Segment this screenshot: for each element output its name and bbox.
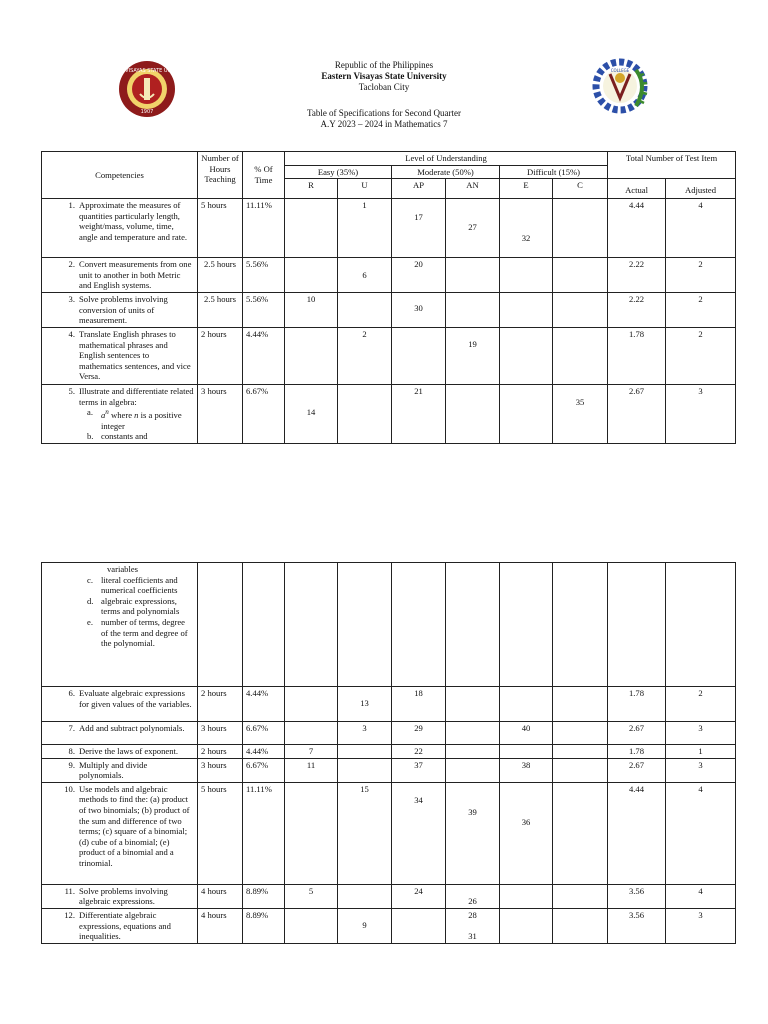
- header-u: U: [338, 179, 392, 199]
- header-actual: Actual: [608, 179, 666, 199]
- u-cell: 2: [338, 327, 392, 384]
- sub-item: a. $a^n$ where n is a positive integer: [87, 407, 182, 431]
- c-cell: 35: [553, 384, 608, 443]
- table-row: [42, 258, 736, 293]
- percent-cell: 11.11%: [243, 782, 285, 884]
- adjusted-cell: 2: [666, 258, 736, 293]
- row-number: 7.: [68, 723, 75, 733]
- sub-item: e. number of terms, degree of the term and degree of the polynomial.: [87, 616, 188, 649]
- row-number: 9.: [68, 759, 75, 770]
- header-percent-time: % Of Time: [243, 152, 285, 199]
- e-cell: 38: [500, 758, 553, 782]
- percent-cell: 5.56%: [243, 258, 285, 293]
- header-adjusted: Adjusted: [666, 179, 736, 199]
- u-cell: 3: [338, 722, 392, 745]
- header-hours: Number of Hours Teaching: [198, 152, 243, 199]
- left-logo-text: EASTERN VISAYAS STATE UNIVERSITY: [100, 68, 194, 74]
- r-cell: 5: [285, 884, 338, 908]
- an-cell: 27: [446, 199, 500, 258]
- ap-cell: 18: [392, 687, 446, 722]
- percent-cell: 8.89%: [243, 884, 285, 908]
- table-row: [42, 384, 736, 443]
- ap-cell: 17: [392, 199, 446, 258]
- table-row: [42, 687, 736, 722]
- hours-cell: 5 hours: [198, 782, 243, 884]
- r-cell: 7: [285, 745, 338, 759]
- header-level-of-understanding: Level of Understanding: [285, 152, 608, 166]
- ap-cell: 20: [392, 258, 446, 293]
- actual-cell: 2.67: [608, 384, 666, 443]
- math-base: a: [101, 410, 106, 421]
- doc-title: Table of Specifications for Second Quarter: [306, 108, 462, 118]
- ap-cell: 21: [392, 384, 446, 443]
- actual-cell: 1.78: [608, 327, 666, 384]
- ap-cell: 30: [392, 293, 446, 328]
- r-cell: 14: [285, 384, 338, 443]
- header-university: Eastern Visayas State University: [321, 71, 447, 81]
- header-total-items: Total Number of Test Item: [608, 152, 736, 179]
- e-cell: 36: [500, 782, 553, 884]
- actual-cell: 2.22: [608, 293, 666, 328]
- table-row: [42, 293, 736, 328]
- competency-text: Differentiate algebraic expressions, equations and inequalities.: [79, 909, 171, 942]
- header-moderate: Moderate (50%): [392, 165, 500, 179]
- percent-cell: 4.44%: [243, 687, 285, 722]
- e-cell: 32: [500, 199, 553, 258]
- header-city: Tacloban City: [358, 82, 410, 92]
- table-row: [42, 199, 736, 258]
- competency-text: Solve problems involving conversion of units of measurement.: [79, 294, 168, 326]
- competency-text: Solve problems involving algebraic expressions.: [79, 885, 168, 907]
- table-row: [42, 908, 736, 943]
- adjusted-cell: 3: [666, 722, 736, 745]
- hours-cell: 2 hours: [198, 687, 243, 722]
- percent-cell: 6.67%: [243, 758, 285, 782]
- specification-table-part1: [41, 151, 736, 444]
- sub-item: d. algebraic expressions, terms and polynomials: [87, 595, 180, 617]
- actual-cell: 2.67: [608, 758, 666, 782]
- u-cell: 15: [338, 782, 392, 884]
- hours-cell: 3 hours: [198, 384, 243, 443]
- ap-cell: 34: [392, 782, 446, 884]
- u-cell: 13: [338, 687, 392, 722]
- row-number: 12.: [64, 909, 75, 920]
- actual-cell: 3.56: [608, 908, 666, 943]
- competency-text: Add and subtract polynomials.: [79, 723, 185, 733]
- header-competencies: Competencies: [42, 152, 198, 199]
- an-cell: 26: [446, 884, 500, 908]
- competency-text: Derive the laws of exponent.: [79, 746, 179, 756]
- competency-text: Multiply and divide polynomials.: [79, 759, 148, 781]
- adjusted-cell: 4: [666, 884, 736, 908]
- header-republic: Republic of the Philippines: [334, 60, 434, 70]
- row-number: 2.: [68, 259, 75, 270]
- competency-text: Evaluate algebraic expressions for given values of the variables.: [79, 688, 192, 709]
- percent-cell: 6.67%: [243, 722, 285, 745]
- adjusted-cell: 1: [666, 745, 736, 759]
- table-row: [42, 884, 736, 908]
- table-row: [42, 758, 736, 782]
- adjusted-cell: 2: [666, 687, 736, 722]
- table-row: [42, 722, 736, 745]
- header-difficult: Difficult (15%): [500, 165, 608, 179]
- actual-cell: 2.67: [608, 722, 666, 745]
- actual-cell: 4.44: [608, 199, 666, 258]
- percent-cell: 11.11%: [243, 199, 285, 258]
- row-number: 8.: [68, 746, 75, 756]
- actual-cell: 4.44: [608, 782, 666, 884]
- header-e: E: [500, 179, 553, 199]
- table-row: [42, 782, 736, 884]
- hours-cell: 2 hours: [198, 745, 243, 759]
- u-cell: 1: [338, 199, 392, 258]
- actual-cell: 2.22: [608, 258, 666, 293]
- percent-cell: 5.56%: [243, 293, 285, 328]
- header-ap: AP: [392, 179, 446, 199]
- doc-subtitle: A.Y 2023 – 2024 in Mathematics 7: [320, 119, 448, 129]
- percent-cell: 4.44%: [243, 327, 285, 384]
- ap-cell: 29: [392, 722, 446, 745]
- competency-text: Approximate the measures of quantities particularly length, weight/mass, volume, time, angle and temperature and rate.: [79, 200, 188, 242]
- adjusted-cell: 2: [666, 293, 736, 328]
- hours-cell: 2.5 hours: [198, 258, 243, 293]
- u-cell: 9: [338, 908, 392, 943]
- specification-table-part2: [41, 562, 736, 944]
- sub-item: b. constants and: [87, 431, 148, 442]
- adjusted-cell: 4: [666, 199, 736, 258]
- hours-cell: 2.5 hours: [198, 293, 243, 328]
- r-cell: 11: [285, 758, 338, 782]
- header-c: C: [553, 179, 608, 199]
- percent-cell: 6.67%: [243, 384, 285, 443]
- header-easy: Easy (35%): [285, 165, 392, 179]
- sub-item: c. literal coefficients and numerical coefficients: [87, 574, 178, 596]
- adjusted-cell: 3: [666, 384, 736, 443]
- competency-text: Translate English phrases to mathematical phrases and English sentences to mathematics sentences, and vice Versa.: [79, 328, 191, 382]
- actual-cell: 1.78: [608, 687, 666, 722]
- right-logo-text: COLLEGE: [610, 68, 630, 73]
- ap-cell: 22: [392, 745, 446, 759]
- adjusted-cell: 3: [666, 908, 736, 943]
- college-gear-logo: [592, 58, 652, 114]
- row-number: 3.: [68, 294, 75, 305]
- adjusted-cell: 2: [666, 327, 736, 384]
- evsu-seal-logo: [100, 60, 194, 118]
- competency-text: Convert measurements from one unit to another in both Metric and English systems.: [79, 259, 192, 291]
- r-cell: 10: [285, 293, 338, 328]
- e-cell: 40: [500, 722, 553, 745]
- hours-cell: 2 hours: [198, 327, 243, 384]
- adjusted-cell: 4: [666, 782, 736, 884]
- table-row: [42, 563, 736, 687]
- an-cell: 28: [468, 909, 477, 920]
- actual-cell: 1.78: [608, 745, 666, 759]
- math-exponent: n: [105, 408, 109, 417]
- row-number: 11.: [64, 885, 75, 896]
- an-cell: 19: [446, 327, 500, 384]
- hours-cell: 3 hours: [198, 758, 243, 782]
- adjusted-cell: 3: [666, 758, 736, 782]
- u-cell: 6: [338, 258, 392, 293]
- hours-cell: 3 hours: [198, 722, 243, 745]
- continuation-text: variables: [107, 564, 139, 574]
- header-an: AN: [446, 179, 500, 199]
- hours-cell: 4 hours: [198, 884, 243, 908]
- an-cell-second: 31: [468, 930, 477, 941]
- row-number: 1.: [68, 200, 75, 211]
- hours-cell: 4 hours: [198, 908, 243, 943]
- competency-text: Use models and algebraic methods to find the: (a) product of two binomials; (b) product of the sum and difference of two terms; (c) square of a binomial; (d) cube of a binomial; (e) product of a binomial and a trinomial.: [79, 783, 190, 868]
- header-r: R: [285, 179, 338, 199]
- table-row: [42, 327, 736, 384]
- percent-cell: 4.44%: [243, 745, 285, 759]
- hours-cell: 5 hours: [198, 199, 243, 258]
- row-number: 10.: [64, 783, 75, 794]
- percent-cell: 8.89%: [243, 908, 285, 943]
- ap-cell: 37: [392, 758, 446, 782]
- actual-cell: 3.56: [608, 884, 666, 908]
- an-cell: 39: [446, 782, 500, 884]
- row-number: 4.: [68, 328, 75, 339]
- competency-text: Illustrate and differentiate related terms in algebra:: [79, 385, 194, 407]
- row-number: 6.: [68, 688, 75, 698]
- row-number: 5.: [68, 385, 75, 396]
- left-logo-year: 1907: [140, 109, 154, 115]
- table-row: [42, 745, 736, 759]
- ap-cell: 24: [392, 884, 446, 908]
